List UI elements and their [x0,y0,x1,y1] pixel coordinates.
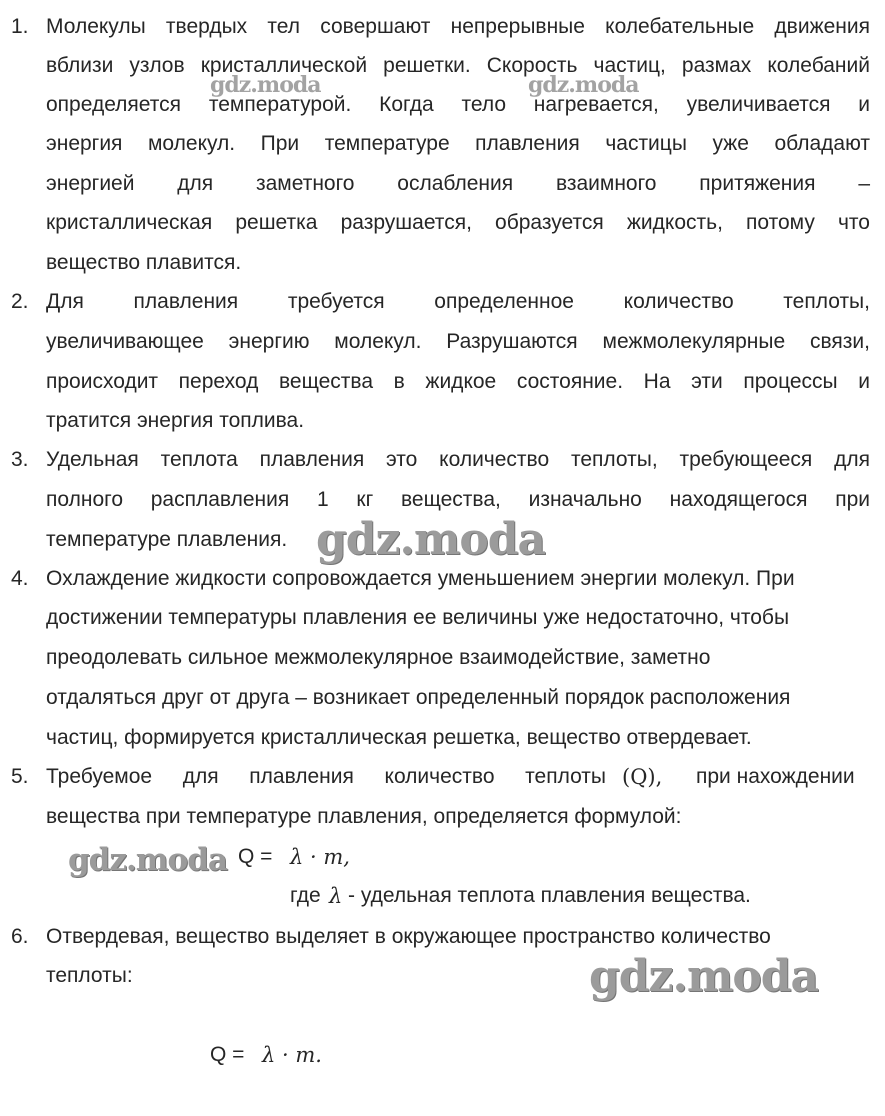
item-5-line-1-tail: при нахождении [696,765,855,788]
item-4-number: 4. [11,567,29,590]
item-6-formula-lhs: Q = [210,1043,245,1066]
item-4-line-2: достижении температуры плавления ее величины уже недостаточно, чтобы [46,606,790,629]
watermark-2: gdz.moda [528,72,639,98]
item-1-number: 1. [11,15,29,38]
item-3-line-1: Удельная теплота плавления это количество теплоты, требующееся для [46,448,870,471]
item-5-line-2: вещества при температуре плавления, определяется формулой: [46,805,682,828]
item-2-line-3: происходит переход вещества в жидкое состояние. На эти процессы и [46,370,870,393]
item-4-line-1: Охлаждение жидкости сопровождается уменьшением энергии молекул. При [46,567,795,590]
item-3-line-2: полного расплавления 1 кг вещества, изначально находящегося при [46,488,870,511]
item-4-line-3: преодолевать сильное межмолекулярное взаимодействие, заметно [46,646,711,669]
item-2-number: 2. [11,290,29,313]
item-5-formula-lhs: Q = [238,845,273,868]
item-5-formula-rhs: λ · m, [290,845,350,869]
item-2-line-2: увеличивающее энергию молекул. Разрушаются межмолекулярные связи, [46,330,870,353]
item-5-where-prefix: где [290,884,321,907]
item-5-line-1: Требуемое для плавления количество теплоты [46,765,606,788]
item-2-line-1: Для плавления требуется определенное количество теплоты, [46,290,870,313]
item-4-line-5: частиц, формируется кристаллическая решетка, вещество отвердевает. [46,726,752,749]
watermark-4: gdz.moda [68,842,227,878]
item-1-line-3: определяется температурой. Когда тело нагревается, увеличивается и [46,93,870,116]
item-5-q-symbol: (Q), [622,765,663,789]
item-1-line-1: Молекулы твердых тел совершают непрерывные колебательные движения [46,15,870,38]
item-3-line-3: температуре плавления. [46,528,288,551]
item-2-line-4: тратится энергия топлива. [46,409,305,432]
item-5-where-text: - удельная теплота плавления вещества. [348,884,751,907]
item-6-line-2: теплоты: [46,964,133,987]
item-1-line-4: энергия молекул. При температуре плавления частицы уже обладают [46,132,870,155]
item-6-number: 6. [11,925,29,948]
item-5-number: 5. [11,765,29,788]
item-1-line-5: энергией для заметного ослабления взаимного притяжения – [46,172,870,195]
watermark-1: gdz.moda [210,72,321,98]
item-1-line-6: кристаллическая решетка разрушается, образуется жидкость, потому что [46,211,870,234]
item-3-number: 3. [11,448,29,471]
item-1-line-2: вблизи узлов кристаллической решетки. Скорость частиц, размах колебаний [46,54,870,77]
watermark-5: gdz.moda [589,951,819,1002]
item-6-line-1: Отвердевая, вещество выделяет в окружающее пространство количество [46,925,771,948]
item-6-formula-rhs: λ · m. [262,1043,322,1067]
item-4-line-4: отдаляться друг от друга – возникает определенный порядок расположения [46,686,791,709]
watermark-3: gdz.moda [316,514,546,565]
item-5-lambda-symbol: λ [329,884,343,908]
item-1-line-7: вещество плавится. [46,251,242,274]
